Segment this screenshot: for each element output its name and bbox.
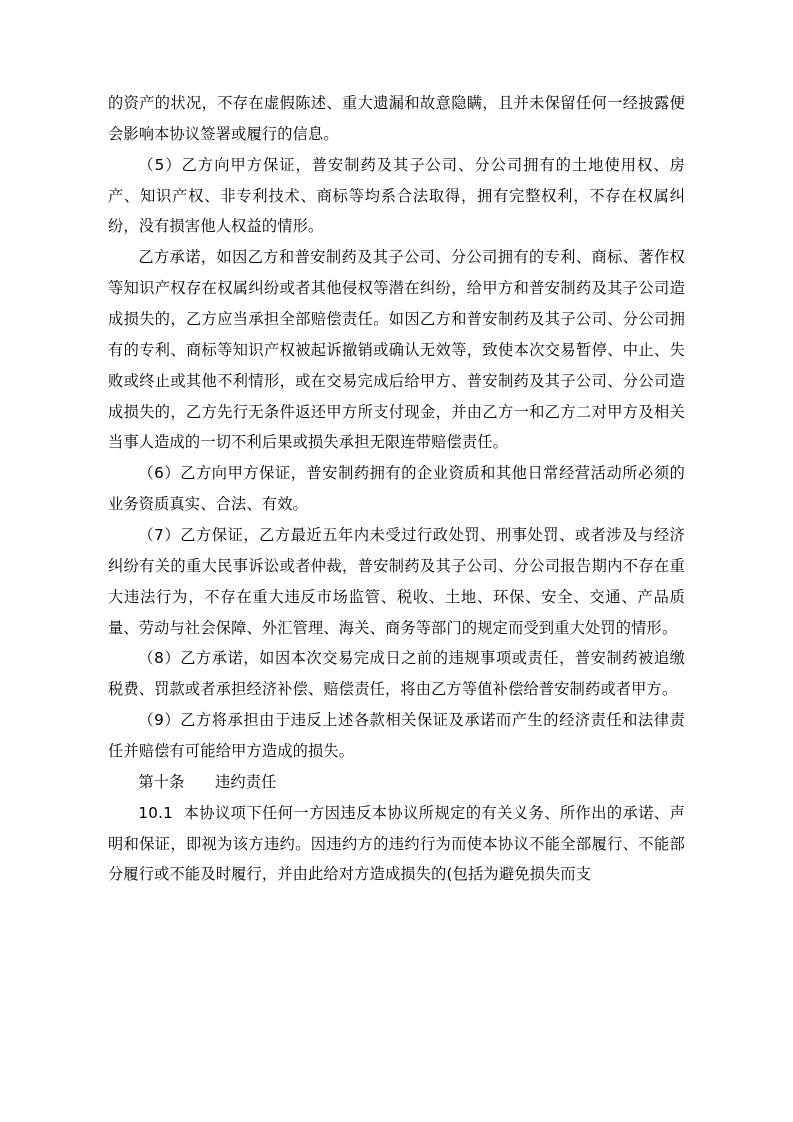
paragraph-continued: 的资产的状况，不存在虚假陈述、重大遗漏和故意隐瞒，且并未保留任何一经披露便会影响本协议签署或履行的信息。 — [108, 94, 685, 143]
article-title: 违约责任 — [214, 772, 277, 791]
article-heading — [108, 767, 685, 798]
paragraph-item-6: （6）乙方向甲方保证，普安制药拥有的企业资质和其他日常经营活动所必须的业务资质真实、合法、有效。 — [108, 464, 685, 514]
article-number: 第十条 — [138, 772, 185, 791]
paragraph-item-8: （8）乙方承诺，如因本次交易完成日之前的违规事项或责任，普安制药被追缴税费、罚款或者承担经济补偿、赔偿责任，将由乙方等值补偿给普安制药或者甲方。 — [108, 649, 685, 699]
paragraph-promise-ip: 乙方承诺，如因乙方和普安制药及其子公司、分公司拥有的专利、商标、著作权等知识产权存在权属纠纷或者其他侵权等潜在纠纷，给甲方和普安制药及其子公司造成损失的，乙方应当承担全部赔偿责任。如因乙方和普安制药及其子公司、分公司拥有的专利、商标等知识产权被起诉撤销或确认无效等，致使本次交易暂停、中止、失败或终止或其他不利情形，或在交易完成后给甲方、普安制药及其子公司、分公司造成损失的，乙方先行无条件返还甲方所支付现金，并由乙方一和乙方二对甲方及相关当事人造成的一切不利后果或损失承担无限连带赔偿责任。 — [108, 248, 685, 452]
clause-number: 10.1 — [138, 803, 174, 822]
document-body — [108, 88, 685, 890]
paragraph-item-9: （9）乙方将承担由于违反上述各款相关保证及承诺而产生的经济责任和法律责任并赔偿有可能给甲方造成的损失。 — [108, 711, 685, 761]
clause-10-1 — [108, 798, 685, 891]
paragraph-item-7: （7）乙方保证，乙方最近五年内未受过行政处罚、刑事处罚、或者涉及与经济纠纷有关的重大民事诉讼或者仲裁，普安制药及其子公司、分公司报告期内不存在重大违法行为，不存在重大违反市场监管、税收、土地、环保、安全、交通、产品质量、劳动与社会保障、外汇管理、海关、商务等部门的规定而受到重大处罚的情形。 — [108, 526, 685, 637]
paragraph-item-5: （5）乙方向甲方保证，普安制药及其子公司、分公司拥有的土地使用权、房产、知识产权、非专利技术、商标等均系合法取得，拥有完整权利，不存在权属纠纷，没有损害他人权益的情形。 — [108, 155, 685, 236]
clause-text: 本协议项下任何一方因违反本协议所规定的有关义务、所作出的承诺、声明和保证，即视为该方违约。因违约方的违约行为而使本协议不能全部履行、不能部分履行或不能及时履行，并由此给对方造成损失的(包括为避免损失而支 — [108, 803, 685, 884]
